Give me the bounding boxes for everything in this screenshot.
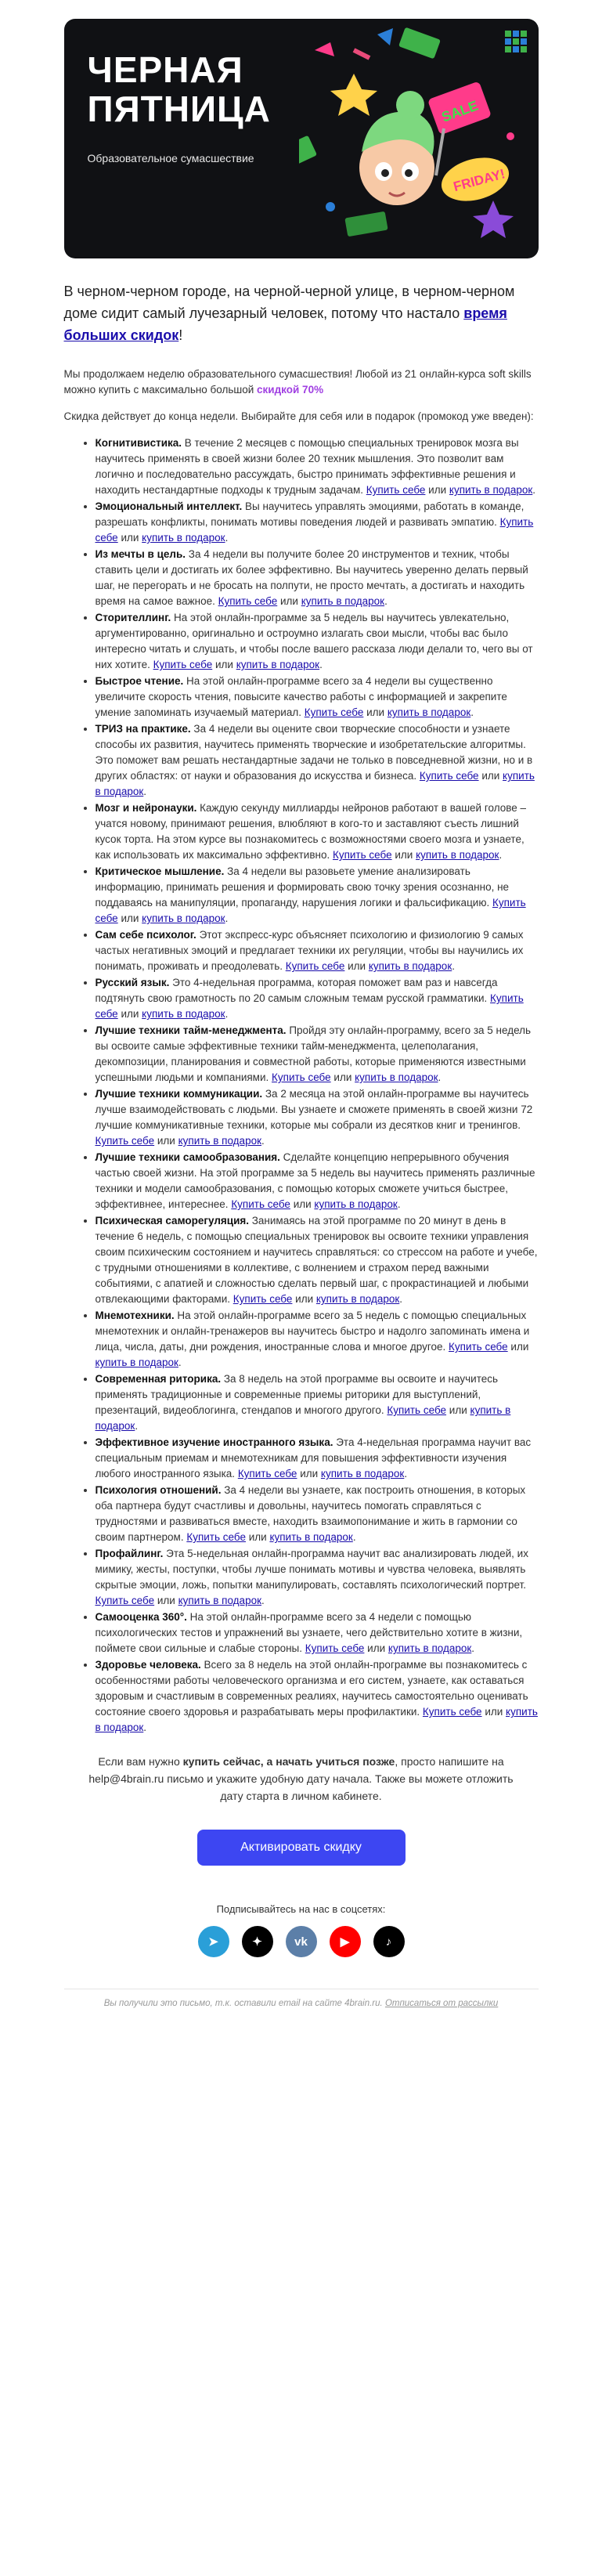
or-separator: или <box>292 1293 316 1305</box>
period: . <box>261 1135 265 1147</box>
course-name: Профайлинг. <box>95 1548 164 1559</box>
course-name: Лучшие техники коммуникации. <box>95 1088 263 1100</box>
buy-gift-link[interactable]: купить в подарок <box>387 706 471 718</box>
buy-gift-link[interactable]: купить в подарок <box>95 1357 178 1368</box>
buy-self-link[interactable]: Купить себе <box>233 1293 293 1305</box>
period: . <box>397 1198 401 1210</box>
course-name: ТРИЗ на практике. <box>95 723 191 735</box>
course-description: На этой онлайн-программе всего за 4 недели вы существенно увеличите скорость чтения, повысите качество работы с информацией и закрепите умение запоминать изучаемый материал. <box>95 675 507 718</box>
or-separator: или <box>330 1071 355 1083</box>
buy-self-link[interactable]: Купить себе <box>305 1642 365 1654</box>
course-item <box>96 1308 539 1371</box>
course-name: Современная риторика. <box>95 1373 222 1385</box>
or-separator: или <box>117 532 142 544</box>
course-description: Пройдя эту онлайн-программу, всего за 5 недель вы освоите самые эффективные техники тайм-менеджмента, целеполагания, декомпозиции, планирования и совместной работы, которые применяются известными успешными людьми и компаниями. <box>95 1024 532 1083</box>
course-description: За 4 недели вы разовьете умение анализировать информацию, принимать решения и формировать свою точку зрения осознанно, не поддаваясь на манипуляции, пропаганду, нарушения логики и фальсификацию. <box>95 865 510 909</box>
youtube-icon[interactable]: ▶ <box>330 1926 361 1957</box>
period: . <box>225 532 229 544</box>
course-description: Эта 4-недельная программа научит вас специальным приемам и мнемотехникам для повышения эффективности изучения любого иностранного языка. <box>95 1436 532 1479</box>
buy-gift-link[interactable]: купить в подарок <box>178 1595 261 1606</box>
buy-self-link[interactable]: Купить себе <box>237 1468 297 1479</box>
or-separator: или <box>364 1642 388 1654</box>
email-body <box>64 0 539 2008</box>
course-item <box>96 1435 539 1482</box>
course-description: На этой онлайн-программе всего за 4 недели с помощью психологических тестов и упражнений вы узнаете, чего действительно хотите в жизни, поймете свои сильные и слабые стороны. <box>95 1611 523 1654</box>
buy-gift-link[interactable]: купить в подарок <box>142 532 225 544</box>
or-separator: или <box>277 595 301 607</box>
or-separator: или <box>212 659 236 670</box>
course-item <box>96 1610 539 1657</box>
period: . <box>143 786 147 797</box>
course-name: Мнемотехники. <box>95 1310 175 1321</box>
vk-icon[interactable]: vk <box>286 1926 317 1957</box>
buy-gift-link[interactable]: купить в подарок <box>142 1008 225 1020</box>
buy-gift-link[interactable]: купить в подарок <box>178 1135 261 1147</box>
or-separator: или <box>117 912 142 924</box>
buy-gift-link[interactable]: купить в подарок <box>95 1706 538 1733</box>
social-links <box>64 1926 539 1957</box>
course-description: На этой онлайн-программе всего за 5 недель с помощью специальных мнемотехник и онлайн-тренажеров вы научитесь быстро и надолго запоминать имена и лица, числа, даты, дни рождения, иностранные слова и многое другое. <box>95 1310 530 1353</box>
or-separator: или <box>425 484 449 496</box>
course-list <box>64 435 539 1736</box>
period: . <box>143 1722 147 1733</box>
period: . <box>499 849 503 861</box>
course-item <box>96 547 539 609</box>
course-description: За 8 недель на этой программе вы освоите и научитесь применять традиционные и современные приемы риторики для выступлений, презентаций, видеоблогинга, стендапов и многого другого. <box>95 1373 499 1416</box>
telegram-icon[interactable]: ➤ <box>198 1926 229 1957</box>
buy-self-link[interactable]: Купить себе <box>231 1198 290 1210</box>
period: . <box>261 1595 265 1606</box>
course-item <box>96 721 539 800</box>
hero-banner <box>64 19 539 258</box>
course-name: Психология отношений. <box>95 1484 222 1496</box>
buy-gift-link[interactable]: купить в подарок <box>449 484 533 496</box>
course-name: Русский язык. <box>95 977 170 988</box>
course-item <box>96 1086 539 1149</box>
hero-illustration-icon <box>299 19 539 258</box>
course-name: Эмоциональный интеллект. <box>95 500 243 512</box>
course-name: Сторителлинг. <box>95 612 171 623</box>
course-description: Это 4-недельная программа, которая поможет вам раз и навсегда подтянуть свою грамотность по 20 самым сложным темам русской грамматики. <box>95 977 498 1004</box>
buy-self-link[interactable]: Купить себе <box>95 992 524 1020</box>
buy-gift-link[interactable]: купить в подарок <box>388 1642 472 1654</box>
course-name: Сам себе психолог. <box>95 929 196 941</box>
course-name: Лучшие техники тайм-менеджмента. <box>95 1024 287 1036</box>
buy-self-link[interactable]: Купить себе <box>272 1071 331 1083</box>
hero-title <box>88 50 271 128</box>
promo-paragraph: Скидка действует до конца недели. Выбирайте для себя или в подарок (промокод уже введен): <box>63 410 534 422</box>
period: . <box>404 1468 408 1479</box>
buy-self-link[interactable]: Купить себе <box>285 960 345 972</box>
period: . <box>225 912 229 924</box>
buy-gift-link[interactable]: купить в подарок <box>236 659 320 670</box>
buy-gift-link[interactable]: купить в подарок <box>355 1071 438 1083</box>
unsubscribe-link[interactable]: Отписаться от рассылки <box>384 1999 499 2008</box>
hero-sale-sign: SALE <box>438 97 480 125</box>
period: . <box>471 1642 475 1654</box>
buy-self-link[interactable]: Купить себе <box>332 849 392 861</box>
or-separator: или <box>297 1468 321 1479</box>
buy-self-link[interactable]: Купить себе <box>419 770 479 782</box>
discount-highlight: скидкой 70% <box>257 384 324 396</box>
course-description: За 4 недели вы оцените свои творческие способности и узнаете способы их развития, научитесь применять творческие и изобретательские алгоритмы. Это поможет вам решать нестандартные задачи не только в повседневной жизни, но и в других областях: от науки и образования до искусства и бизнеса. <box>95 723 533 782</box>
or-separator: или <box>245 1531 270 1543</box>
period: . <box>135 1420 139 1432</box>
period: . <box>532 484 536 496</box>
period: . <box>438 1071 442 1083</box>
course-item <box>96 674 539 721</box>
or-separator: или <box>363 706 388 718</box>
course-description: Всего за 8 недель на этой онлайн-программе вы познакомитесь с особенностями работы человеческого организма и его систем, узнаете, как оставаться здоровым и счастливым в современных реалиях, научитесь самостоятельно оценивать состояние своего здоровья и разрабатывать меры профилактики. <box>95 1659 528 1718</box>
course-name: Мозг и нейронауки. <box>95 802 197 814</box>
buy-self-link[interactable]: Купить себе <box>95 1135 155 1147</box>
buy-gift-link[interactable]: купить в подарок <box>416 849 499 861</box>
course-name: Самооценка 360°. <box>95 1611 187 1623</box>
buy-self-link[interactable]: Купить себе <box>366 484 426 496</box>
buy-self-link[interactable]: Купить себе <box>387 1404 447 1416</box>
buy-self-link[interactable]: Купить себе <box>153 659 213 670</box>
buy-self-link[interactable]: Купить себе <box>422 1706 482 1718</box>
buy-self-link[interactable]: Купить себе <box>304 706 364 718</box>
discount-paragraph: Мы продолжаем неделю образовательного сумасшествия! Любой из 21 онлайн-курса soft skills можно купить с максимально большой скидкой 70% <box>63 368 532 396</box>
course-description: За 4 недели вы узнаете, как построить отношения, в которых оба партнера будут счастливы и довольны, научитесь помогать справляться с трудностями и развиваться вместе, находить взаимопонимание и жить в гармонии со своим партнером. <box>95 1484 526 1543</box>
course-name: Лучшие техники самообразования. <box>95 1151 280 1163</box>
course-item <box>96 1023 539 1086</box>
period: . <box>352 1531 356 1543</box>
buy-gift-link[interactable]: купить в подарок <box>314 1198 398 1210</box>
course-description: Вы научитесь управлять эмоциями, работать в команде, разрешать конфликты, понимать мотивы поведения людей и развивать эмпатию. <box>95 500 524 528</box>
course-item <box>96 610 539 673</box>
buy-self-link[interactable]: Купить себе <box>218 595 278 607</box>
period: . <box>225 1008 229 1020</box>
or-separator: или <box>154 1135 178 1147</box>
course-name: Быстрое чтение. <box>95 675 184 687</box>
course-name: Критическое мышление. <box>95 865 225 877</box>
buy-self-link[interactable]: Купить себе <box>95 516 534 544</box>
footer: Вы получили это письмо, т.к. оставили email на сайте 4brain.ru. Отписаться от рассылки <box>64 1989 539 2008</box>
buy-self-link[interactable]: Купить себе <box>95 1595 155 1606</box>
course-description: Эта 5-недельная онлайн-программа научит вас анализировать людей, их мимику, жесты, поступки, чтобы лучше понимать мотивы и чувства человека, выявлять скрытые эмоции, ложь, попытки манипулировать, составлять психологический портрет. <box>95 1548 528 1591</box>
activate-discount-button[interactable]: Активировать скидку <box>197 1830 406 1866</box>
hero-friday-bubble: FRIDAY! <box>451 166 506 195</box>
or-separator: или <box>344 960 369 972</box>
course-item <box>96 927 539 974</box>
course-item <box>96 1657 539 1736</box>
course-item <box>96 435 539 498</box>
buy-gift-link[interactable]: купить в подарок <box>320 1468 405 1479</box>
course-description: Занимаясь на этой программе по 20 минут в день в течение 6 недель, с помощью специальных тренировок вы освоите техники управления своим психическим состоянием и научитесь справляться: со стрессом на работе и учебе, с трудными отношениями в коллективе, с волнением и страхом перед важными событиями, с апатией и сложностью сделать первый шаг, с прокрастинацией и любыми отвлекающими факторами. <box>95 1215 538 1305</box>
course-item <box>96 1213 539 1307</box>
course-item <box>96 975 539 1022</box>
period: . <box>178 1357 182 1368</box>
course-name: Психическая саморегуляция. <box>95 1215 250 1227</box>
course-description: Этот экспресс-курс объясняет психологию и физиологию 9 самых частых негативных эмоций и предлагает техники их регуляции, чтобы вы научились их понимать, проживать и преодолевать. <box>95 929 524 972</box>
buy-gift-link[interactable]: купить в подарок <box>269 1531 353 1543</box>
buy-gift-link[interactable]: купить в подарок <box>301 595 385 607</box>
buy-gift-link[interactable]: купить в подарок <box>368 960 452 972</box>
course-description: За 4 недели вы получите более 20 инструментов и техник, чтобы ставить цели и достигать их более эффективно. Вы научитесь уверенно делать первый шаг, не перегорать и не бросать на полпути, не просто мечтать, а достигать и находить время на самое важное. <box>95 548 528 607</box>
course-name: Из мечты в цель. <box>95 548 186 560</box>
buy-self-link[interactable]: Купить себе <box>95 897 526 924</box>
course-name: Когнитивистика. <box>95 437 182 449</box>
course-description: На этой онлайн-программе за 5 недель вы научитесь увлекательно, аргументированно, оригинально и остроумно излагать свои мысли, чтобы вас было интересно читать и слушать, и чтобы после вашего рассказа люди делали то, чего вы от них хотите. <box>95 612 533 670</box>
buy-gift-link[interactable]: купить в подарок <box>95 770 535 797</box>
buy-gift-link[interactable]: купить в подарок <box>95 1404 511 1432</box>
course-description: В течение 2 месяцев с помощью специальных тренировок мозга вы научитесь применять в своей жизни более 20 техник мышления. Это позволит вам логично и последовательно рассуждать, быстро принимать эффективные решения и находить нестандартные подходы к трудным задачам. <box>95 437 519 496</box>
or-separator: или <box>290 1198 315 1210</box>
course-description: За 2 месяца на этой онлайн-программе вы научитесь лучше взаимодействовать с людьми. Вы узнаете и сможете применять в своей жизни 72 лучшие коммуникативные техники, которые мы собрали из десятков книг и тренингов. <box>95 1088 533 1131</box>
hero-title-line2: ПЯТНИЦА <box>87 89 271 129</box>
period: . <box>319 659 323 670</box>
buy-self-link[interactable]: Купить себе <box>449 1341 508 1353</box>
or-separator: или <box>481 1706 506 1718</box>
or-separator: или <box>117 1008 142 1020</box>
course-name: Здоровье человека. <box>95 1659 201 1671</box>
period: . <box>452 960 455 972</box>
or-separator: или <box>478 770 503 782</box>
hero-title-line1: ЧЕРНАЯ <box>87 49 243 90</box>
buy-gift-link[interactable]: купить в подарок <box>142 912 225 924</box>
course-item <box>96 499 539 546</box>
course-item <box>96 864 539 927</box>
or-separator: или <box>391 849 416 861</box>
course-item <box>96 1546 539 1609</box>
buy-gift-link[interactable]: купить в подарок <box>315 1293 400 1305</box>
tiktok-icon[interactable]: ♪ <box>373 1926 405 1957</box>
course-item <box>96 800 539 863</box>
course-item <box>96 1483 539 1545</box>
course-description: Сделайте концепцию непрерывного обучения частью своей жизни. На этой программе за 5 недель вы научитесь применять различные техники и модели самообразования, с помощью которых сможете учиться быстрее, эффективнее, интереснее. <box>95 1151 535 1210</box>
or-separator: или <box>154 1595 178 1606</box>
dzen-icon[interactable]: ✦ <box>242 1926 273 1957</box>
course-description: Каждую секунду миллиарды нейронов работают в вашей голове – учатся новому, принимают решения, влюбляют в кого-то и заставляют съесть лишний кусок торта. На этом курсе вы познакомитесь с возможностями своего мозга и узнаете, как использовать их максимально эффективно. <box>95 802 527 861</box>
period: . <box>399 1293 403 1305</box>
big-discounts-link[interactable]: время больших скидок <box>63 305 507 343</box>
course-item <box>96 1150 539 1212</box>
cta-paragraph: Если вам нужно купить сейчас, а начать учиться позже, просто напишите на help@4brain.ru письмо и укажите удобную дату начала. Также вы можете отложить дату старта в личном кабинете. <box>88 1755 514 1802</box>
buy-self-link[interactable]: Купить себе <box>186 1531 246 1543</box>
period: . <box>470 706 474 718</box>
course-item <box>96 1371 539 1434</box>
or-separator: или <box>507 1341 529 1353</box>
period: . <box>384 595 388 607</box>
subscribe-label: Подписывайтесь на нас в соцсетях: <box>216 1903 386 1915</box>
or-separator: или <box>446 1404 470 1416</box>
intro-paragraph: В черном-черном городе, на черной-черной улице, в черном-черном доме сидит самый лучезарный человек, потому что настало время больших скидок! <box>63 284 515 343</box>
hero-subtitle: Образовательное сумасшествие <box>87 152 254 164</box>
course-name: Эффективное изучение иностранного языка. <box>95 1436 333 1448</box>
